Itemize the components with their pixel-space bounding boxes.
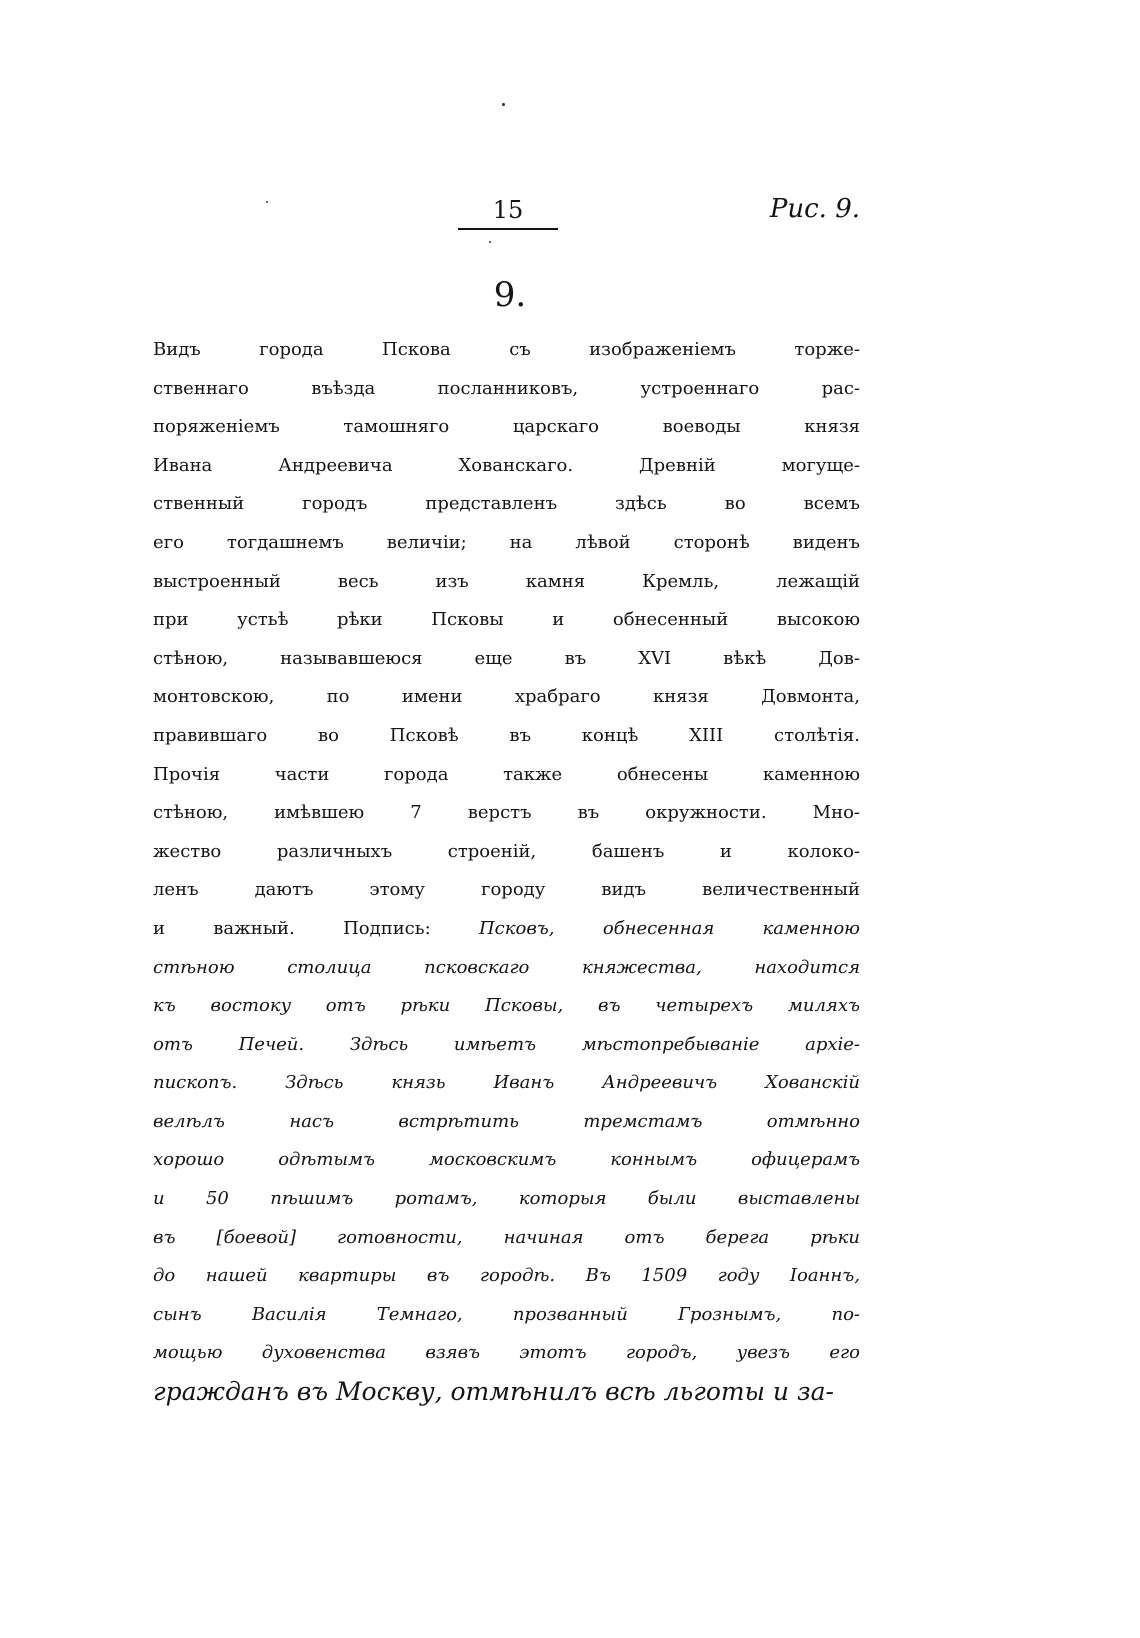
text-line-italic: въ [боевой] готовности, начиная отъ берега рѣки [153, 1226, 860, 1248]
text-line-roman: поряженіемъ тамошняго царскаго воеводы князя [153, 416, 860, 438]
text-line-roman: при устьѣ рѣки Псковы и обнесенный высокою [153, 609, 860, 631]
text-line-roman: выстроенный весь изъ камня Кремль, лежащій [153, 570, 860, 592]
text-line-italic: до нашей квартиры въ городѣ. Въ 1509 году Іоаннъ, [153, 1265, 860, 1287]
text-line [153, 1026, 860, 1065]
text-line-italic: Псковъ, обнесенная каменною [478, 917, 860, 939]
text-line-italic: къ востоку отъ рѣки Псковы, въ четырехъ миляхъ [153, 995, 860, 1017]
text-line [153, 1064, 860, 1103]
text-line [153, 1373, 860, 1412]
text-line [153, 987, 860, 1026]
text-line-italic: гражданъ въ Москву, отмѣнилъ всѣ льготы и за- [153, 1377, 834, 1407]
text-line [153, 756, 860, 795]
print-speck [266, 201, 268, 203]
text-line-roman: Прочія части города также обнесены каменною [153, 763, 860, 785]
text-line-italic: стѣною столица псковскаго княжества, находится [153, 956, 860, 978]
text-line-roman: стѣною, называвшеюся еще въ XVI вѣкѣ Дов- [153, 647, 860, 669]
text-line [153, 563, 860, 602]
print-speck [502, 103, 505, 106]
text-line-roman: правившаго во Псковѣ въ концѣ XIII столѣтія. [153, 724, 860, 746]
text-line [153, 1257, 860, 1296]
text-line [153, 1180, 860, 1219]
text-line-italic: хорошо одѣтымъ московскимъ коннымъ офицерамъ [153, 1149, 860, 1171]
text-line [153, 524, 860, 563]
text-line-roman: ственный городъ представленъ здѣсь во всемъ [153, 493, 860, 515]
text-line [153, 601, 860, 640]
text-line-roman: Ивана Андреевича Хованскаго. Древній могуще- [153, 454, 860, 476]
text-line [153, 833, 860, 872]
text-line [153, 949, 860, 988]
text-line-roman: ственнаго въѣзда посланниковъ, устроеннаго рас- [153, 377, 860, 399]
text-line [153, 1296, 860, 1335]
text-line [153, 1141, 860, 1180]
text-line [153, 910, 860, 949]
text-line [153, 717, 860, 756]
text-line [153, 485, 860, 524]
text-line [153, 678, 860, 717]
text-line-roman: и важный. Подпись: [153, 917, 479, 939]
text-line-italic: отъ Печей. Здѣсь имѣетъ мѣстопребываніе архіе- [153, 1033, 860, 1055]
text-line [153, 1103, 860, 1142]
text-line-roman: стѣною, имѣвшею 7 верстъ въ окружности. Мно- [153, 802, 860, 824]
page-number: 15 [492, 196, 524, 224]
figure-reference: Рис. 9. [769, 194, 860, 224]
text-line-roman: монтовскою, по имени храбраго князя Довмонта, [153, 686, 860, 708]
text-line [153, 331, 860, 370]
text-line-italic: сынъ Василія Темнаго, прозванный Грознымъ, по- [153, 1303, 860, 1325]
text-line-italic: мощью духовенства взявъ этотъ городъ, увезъ его [153, 1342, 860, 1364]
section-number: 9. [493, 275, 527, 315]
body-text [153, 331, 860, 1412]
text-line [153, 370, 860, 409]
text-line [153, 640, 860, 679]
text-line-roman: Видъ города Пскова съ изображеніемъ торже- [153, 339, 860, 360]
text-line-roman: ленъ даютъ этому городу видъ величественный [153, 879, 860, 901]
text-line [153, 871, 860, 910]
text-line-roman: его тогдашнемъ величіи; на лѣвой сторонѣ виденъ [153, 531, 860, 553]
text-line [153, 408, 860, 447]
text-line-italic: и 50 пѣшимъ ротамъ, которыя были выставлены [153, 1188, 860, 1210]
page-number-rule [458, 228, 558, 230]
text-line [153, 447, 860, 486]
text-line-italic: велѣлъ насъ встрѣтить тремстамъ отмѣнно [153, 1110, 860, 1132]
text-line-roman: жество различныхъ строеній, башенъ и колоко- [153, 840, 860, 862]
text-line [153, 794, 860, 833]
text-line-italic: пископъ. Здѣсь князь Иванъ Андреевичъ Хованскій [153, 1072, 860, 1094]
text-line [153, 1334, 860, 1373]
print-speck [489, 241, 491, 243]
text-line [153, 1219, 860, 1258]
